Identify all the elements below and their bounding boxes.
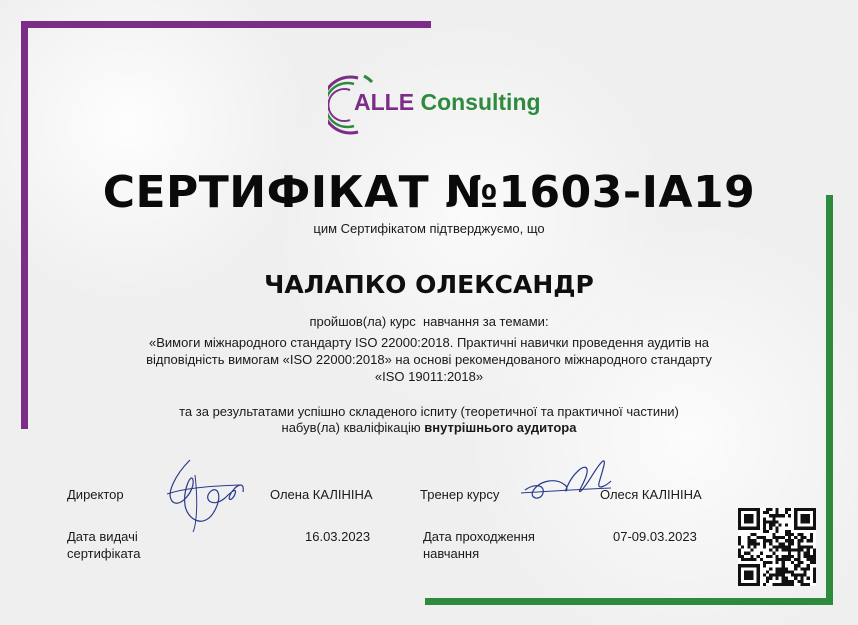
- course-topic: «Вимоги міжнародного стандарту ISO 22000:2018. Практичні навички проведення аудитів на відповідність вимогам «ISO 22000:2018» на основі рекомендованого міжнародного стандарту «ISO 19011:2018»: [146, 335, 712, 384]
- certificate-title: СЕРТИФІКАТ №1603-ІА19: [102, 167, 756, 218]
- director-signature-icon: [155, 450, 250, 535]
- logo-text: [354, 89, 541, 116]
- issue-date-label-line2: сертифіката: [67, 546, 141, 561]
- recipient-name: ЧАЛАПКО ОЛЕКСАНДР: [264, 270, 594, 299]
- logo-brand: ALLE: [354, 89, 415, 115]
- training-date-label-line1: Дата проходження: [423, 529, 535, 544]
- result-text-line1: та за результатами успішно складеного іспиту (теоретичної та практичної частини): [179, 404, 679, 419]
- training-date-value: 07-09.03.2023: [613, 529, 697, 544]
- qr-code-icon: [738, 508, 816, 586]
- issue-date-label-line1: Дата видачі: [67, 529, 138, 544]
- frame-purple-top: [21, 21, 431, 28]
- issue-date-value: 16.03.2023: [305, 529, 371, 544]
- frame-green-right: [826, 195, 833, 605]
- trainer-name: Олеся КАЛІНІНА: [600, 487, 702, 502]
- logo-suffix: Consulting: [420, 89, 541, 115]
- qualification-title: внутрішнього аудитора: [424, 420, 577, 435]
- passed-course-text: пройшов(ла) курс навчання за темами:: [309, 314, 549, 329]
- qualification-prefix: набув(ла) кваліфікацію: [281, 420, 425, 435]
- trainer-label: Тренер курсу: [420, 487, 500, 502]
- frame-green-bottom: [425, 598, 833, 605]
- training-date-label-line2: навчання: [423, 546, 480, 561]
- director-label: Директор: [67, 487, 124, 502]
- result-text-line2: [0, 420, 858, 435]
- certificate-subtitle: цим Сертифікатом підтверджуємо, що: [313, 221, 545, 236]
- director-name: Олена КАЛІНІНА: [270, 487, 373, 502]
